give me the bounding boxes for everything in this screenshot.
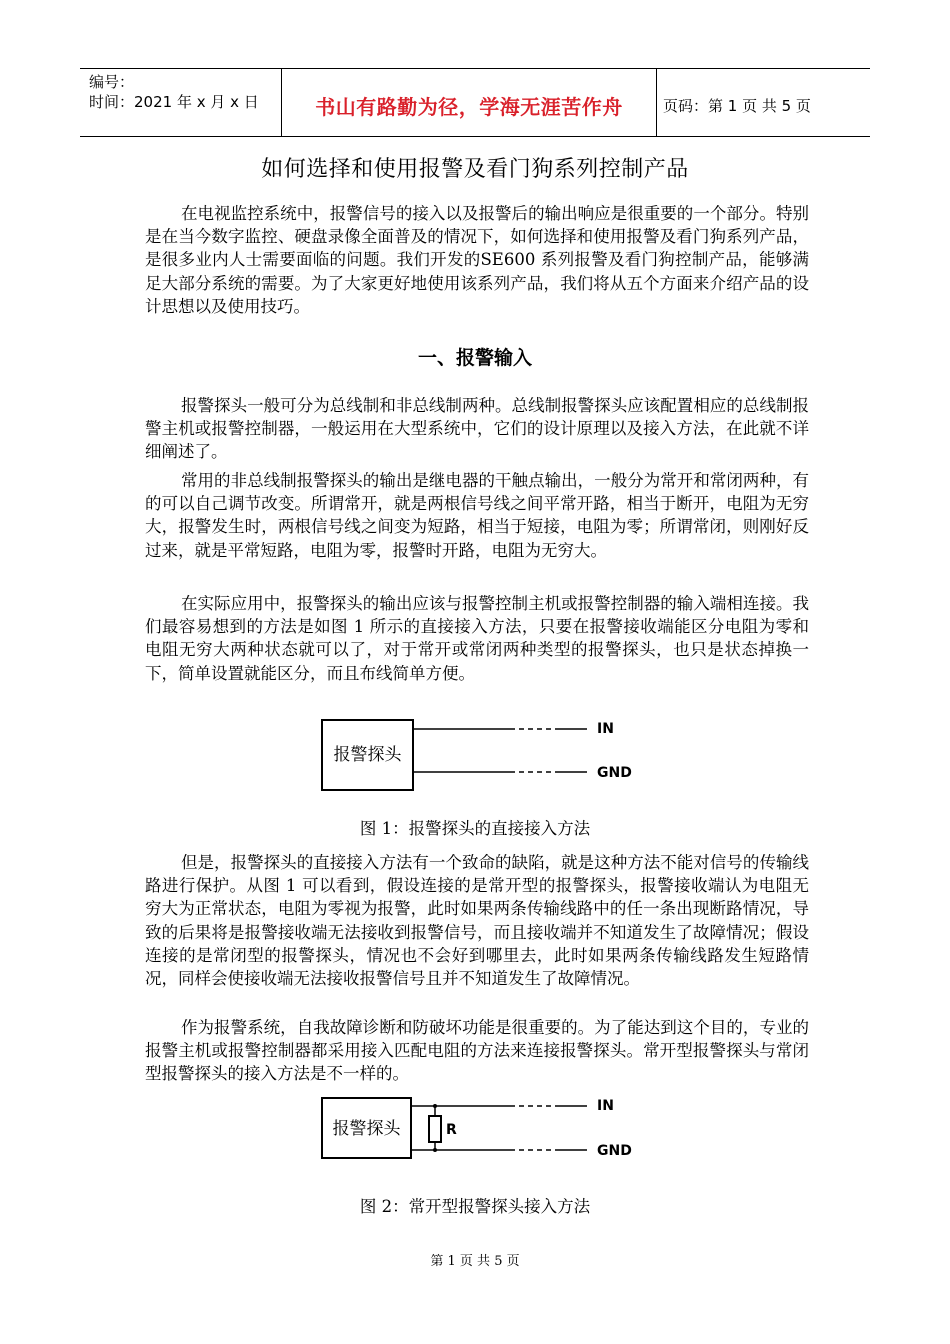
header-info-cell bbox=[80, 69, 282, 136]
in-label: IN bbox=[597, 1098, 614, 1114]
paragraph-1: 报警探头一般可分为总线制和非总线制两种。总线制报警探头应该配置相应的总线制报警主机或报警控制器，一般运用在大型系统中，它们的设计原理以及接入方法，在此就不详细阐述了。 bbox=[145, 396, 809, 462]
doc-time-label: 时间：2021 年 x 月 x 日 bbox=[89, 93, 259, 111]
header-motto: 书山有路勤为径，学海无涯苦作舟 bbox=[315, 95, 623, 119]
figure-1-direct-connection bbox=[300, 710, 660, 800]
page-footer: 第 1 页 共 5 页 bbox=[430, 1254, 520, 1269]
junction-dot-top bbox=[433, 1104, 437, 1108]
gnd-label: GND bbox=[597, 1143, 632, 1159]
resistor-symbol bbox=[429, 1116, 441, 1142]
paragraph-5: 作为报警系统，自我故障诊断和防破坏功能是很重要的。为了能达到这个目的，专业的报警主机或报警控制器都采用接入匹配电阻的方法来连接报警探头。常开型报警探头与常闭型报警探头的接入方法是不一样的。 bbox=[145, 1018, 809, 1084]
paragraph-2: 常用的非总线制报警探头的输出是继电器的干触点输出，一般分为常开和常闭两种，有的可以自己调节改变。所谓常开，就是两根信号线之间平常开路，相当于断开，电阻为无穷大，报警发生时，两根信号线之间变为短路，相当于短接，电阻为零；所谓常闭，则刚好反过来，就是平常短路，电阻为零，报警时开路，电阻为无穷大。 bbox=[145, 471, 809, 560]
header-page-number: 页码：第 1 页 共 5 页 bbox=[663, 97, 811, 115]
in-label: IN bbox=[597, 721, 614, 737]
intro-paragraph: 在电视监控系统中，报警信号的接入以及报警后的输出响应是很重要的一个部分。特别是在当今数字监控、硬盘录像全面普及的情况下，如何选择和使用报警及看门狗系列产品，是很多业内人士需要面临的问题。我们开发的SE600 系列报警及看门狗控制产品，能够满足大部分系统的需要。为了大家更好地使用该系列产品，我们将从五个方面来介绍产品的设计思想以及使用技巧。 bbox=[145, 204, 809, 316]
gnd-label: GND bbox=[597, 765, 632, 781]
alarm-probe-label: 报警探头 bbox=[332, 1119, 401, 1139]
paragraph-4: 但是，报警探头的直接接入方法有一个致命的缺陷，就是这种方法不能对信号的传输线路进行保护。从图 1 可以看到，假设连接的是常开型的报警探头，报警接收端认为电阻无穷大为正常状态，电阻为零视为报警，此时如果两条传输线路中的任一条出现断路情况，导致的后果将是报警接收端无法接收到报警信号，而且接收端并不知道发生了故障情况；假设连接的是常闭型的报警探头，情况也不会好到哪里去，此时如果两条传输线路发生短路情况，同样会使接收端无法接收报警信号且并不知道发生了故障情况。 bbox=[145, 853, 809, 989]
document-title: 如何选择和使用报警及看门狗系列控制产品 bbox=[261, 157, 689, 182]
figure-2-normally-open-connection bbox=[300, 1088, 660, 1168]
figure-1-caption: 图 1：报警探头的直接接入方法 bbox=[359, 819, 591, 838]
section-heading-alarm-input: 一、报警输入 bbox=[417, 347, 532, 369]
alarm-probe-label: 报警探头 bbox=[333, 745, 402, 765]
header-motto-cell bbox=[282, 69, 657, 136]
header-table bbox=[80, 68, 870, 137]
doc-code-label: 编号： bbox=[89, 73, 135, 91]
resistor-label: R bbox=[446, 1122, 457, 1138]
junction-dot-bottom bbox=[433, 1148, 437, 1152]
paragraph-3: 在实际应用中，报警探头的输出应该与报警控制主机或报警控制器的输入端相连接。我们最容易想到的方法是如图 1 所示的直接接入方法，只要在报警接收端能区分电阻为零和电阻无穷大两种状态就可以了，对于常开或常闭两种类型的报警探头，也只是状态掉换一下，简单设置就能区分，而且布线简单方便。 bbox=[145, 594, 809, 683]
header-page-cell bbox=[657, 69, 870, 136]
figure-2-caption: 图 2：常开型报警探头接入方法 bbox=[359, 1197, 591, 1216]
